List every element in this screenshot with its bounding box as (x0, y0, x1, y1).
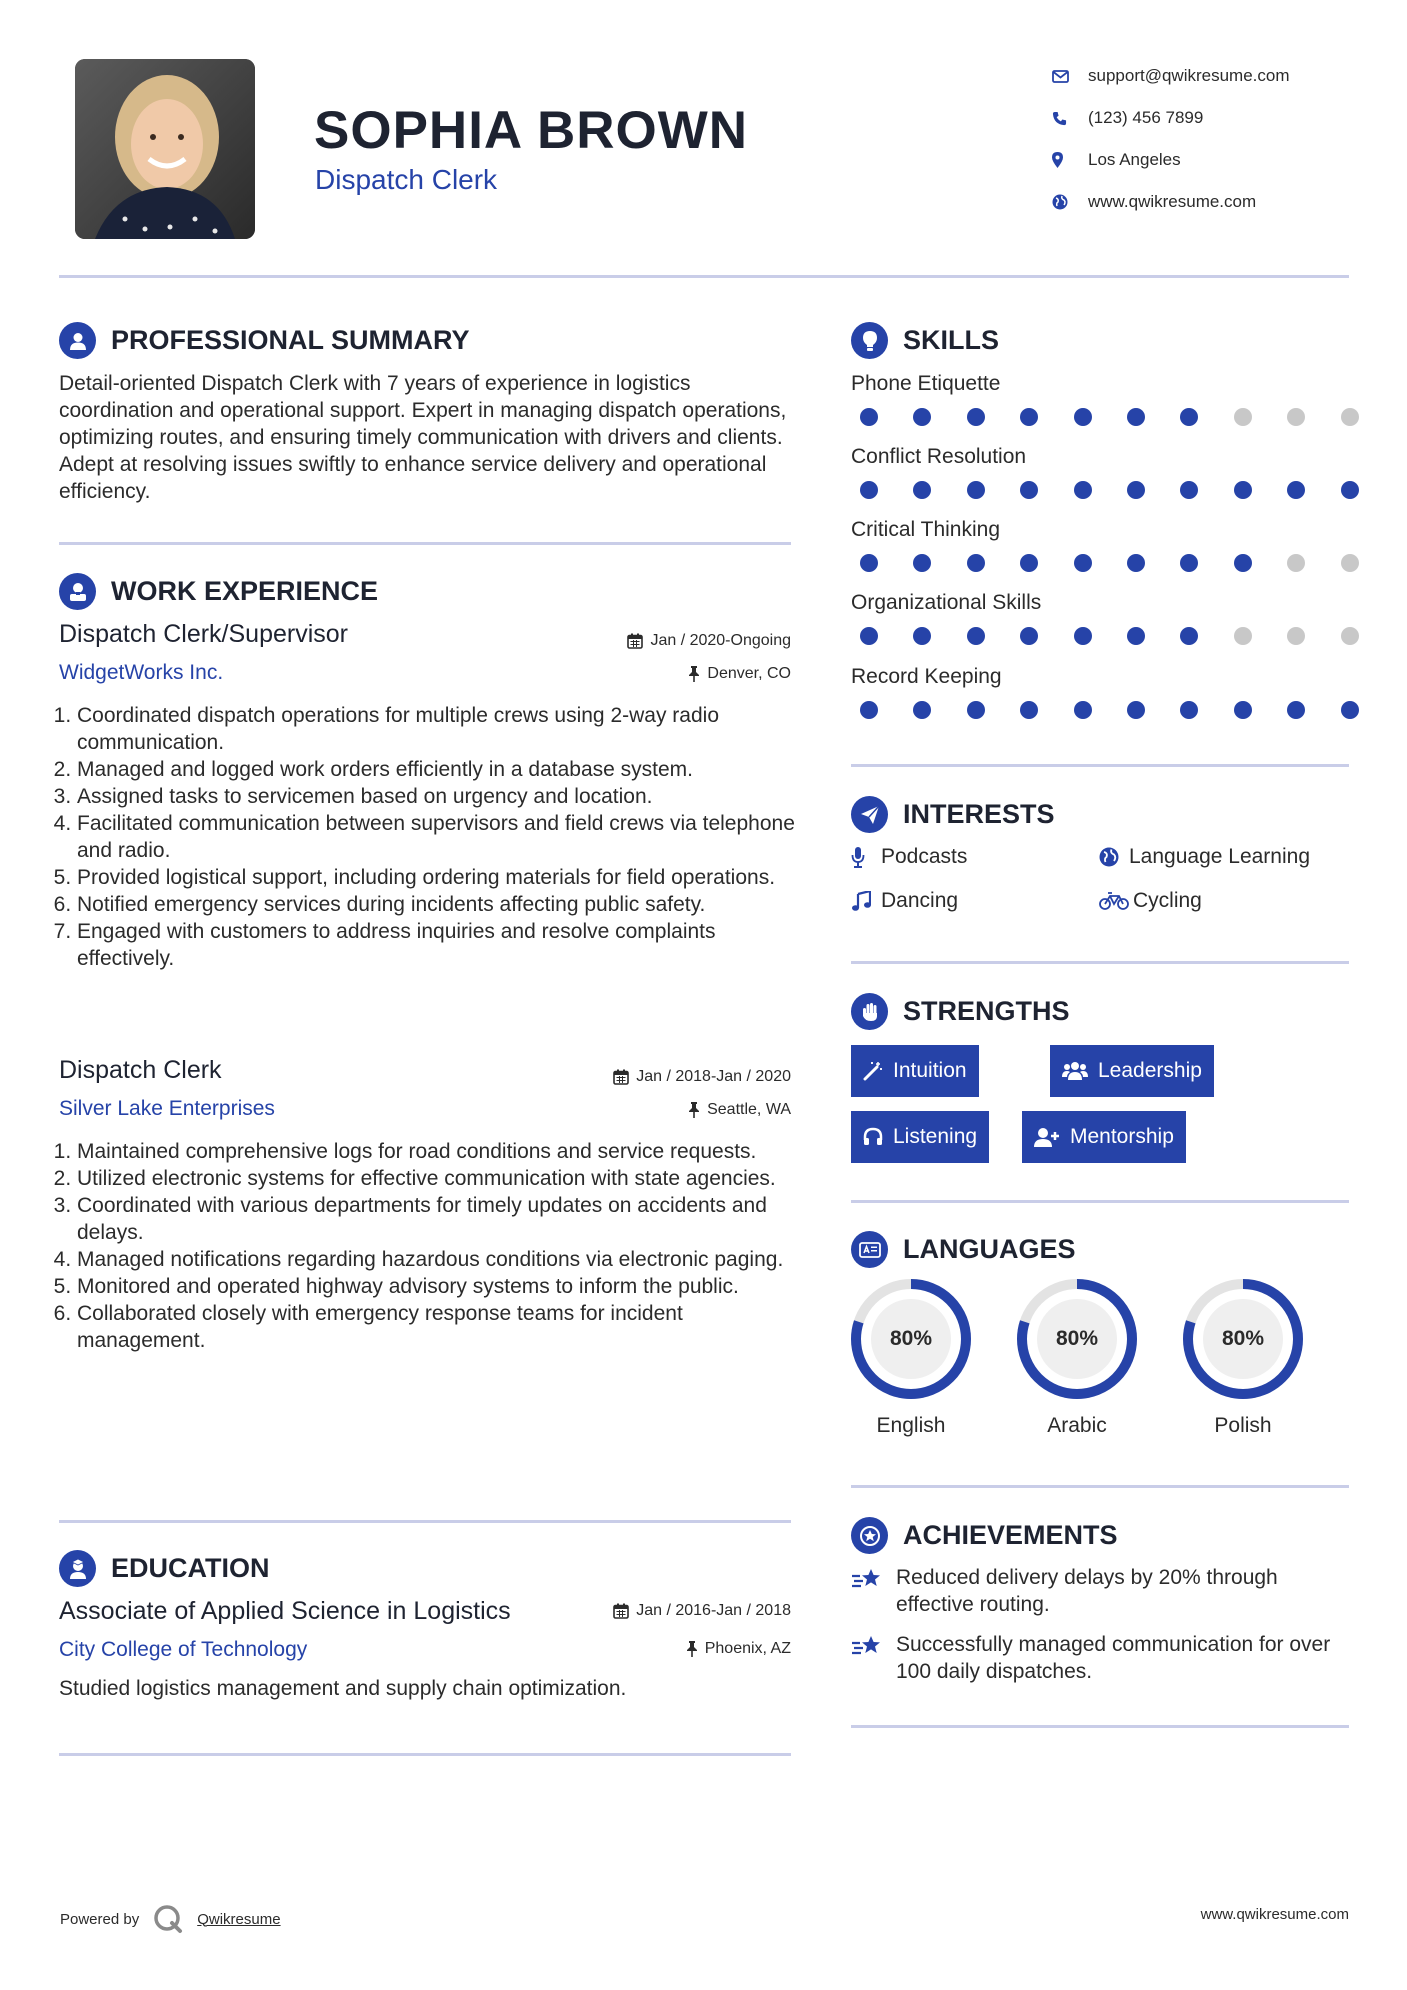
briefcase-user-icon (59, 573, 96, 610)
job-location: Seattle, WA (688, 1101, 791, 1119)
globe-icon (1099, 847, 1129, 867)
list-item: 3. Coordinated with various departments for timely updates on accidents and delays. (77, 1192, 799, 1246)
skill-dot (1127, 554, 1145, 572)
skill-dot (1127, 627, 1145, 645)
candidate-name: SOPHIA BROWN (314, 101, 749, 160)
skill-dot (913, 408, 931, 426)
skill-rating (860, 408, 1360, 428)
achievements-heading: ACHIEVEMENTS (851, 1517, 1118, 1554)
headphones-icon (863, 1127, 883, 1147)
language-name: Polish (1214, 1414, 1272, 1437)
strengths-heading: STRENGTHS (851, 993, 1070, 1030)
job-duties (59, 702, 799, 972)
achievements-divider (851, 1725, 1349, 1728)
skill-dot (1074, 481, 1092, 499)
map-marker-icon (1052, 152, 1088, 168)
calendar-icon (613, 1069, 629, 1085)
skills-heading: SKILLS (851, 322, 999, 359)
education-heading: EDUCATION (59, 1550, 270, 1587)
skill-rating (860, 554, 1360, 574)
footer-powered-by: Powered by Qwikresume (60, 1904, 281, 1934)
education-description: Studied logistics management and supply chain optimization. (59, 1677, 627, 1700)
skill-dot (1074, 408, 1092, 426)
calendar-icon (613, 1603, 629, 1619)
skill-dot (1234, 408, 1252, 426)
education-location: Phoenix, AZ (686, 1640, 791, 1658)
job-dates: Jan / 2018-Jan / 2020 (613, 1068, 791, 1086)
skill-dot (913, 554, 931, 572)
job-duties (59, 1138, 799, 1354)
star-badge-icon (851, 1517, 888, 1554)
education-dates: Jan / 2016-Jan / 2018 (613, 1602, 791, 1620)
language-percent: 80% (1055, 1327, 1099, 1350)
skill-dot (1020, 627, 1038, 645)
users-icon (1062, 1061, 1088, 1081)
job-company: Silver Lake Enterprises (59, 1097, 275, 1120)
achievement-item: Reduced delivery delays by 20% through effective routing. (851, 1564, 1351, 1618)
skill-name: Conflict Resolution (851, 445, 1027, 468)
achievement-item: Successfully managed communication for over 100 daily dispatches. (851, 1631, 1351, 1685)
interests-divider (851, 961, 1349, 964)
skill-dot (860, 701, 878, 719)
strength-chip: Listening (851, 1111, 989, 1163)
skill-dot (1234, 554, 1252, 572)
languages-heading: LANGUAGES (851, 1231, 1076, 1268)
skill-dot (967, 554, 985, 572)
language-percent: 80% (1221, 1327, 1265, 1350)
skill-dot (1020, 554, 1038, 572)
music-note-icon (851, 891, 881, 911)
skill-dot (1287, 481, 1305, 499)
skill-dot (1074, 627, 1092, 645)
pushpin-icon (686, 1641, 698, 1657)
job-location: Denver, CO (688, 665, 791, 683)
user-icon (59, 322, 96, 359)
list-item: 1. Coordinated dispatch operations for multiple crews using 2-way radio communication. (77, 702, 799, 756)
education-school: City College of Technology (59, 1638, 308, 1661)
envelope-icon (1052, 70, 1088, 83)
skill-dot (1287, 627, 1305, 645)
skill-dot (1341, 627, 1359, 645)
skill-name: Record Keeping (851, 665, 1002, 688)
summary-divider (59, 542, 791, 545)
skill-dot (860, 481, 878, 499)
skill-dot (1341, 408, 1359, 426)
strengths-divider (851, 1200, 1349, 1203)
language-ring (1181, 1277, 1305, 1401)
skill-dot (1180, 554, 1198, 572)
interest-item: Podcasts (851, 845, 967, 869)
contact-phone[interactable]: (123) 456 7899 (1052, 97, 1352, 139)
skill-dot (1234, 701, 1252, 719)
skill-dot (1287, 408, 1305, 426)
contact-list (1052, 55, 1352, 223)
magic-wand-icon (863, 1061, 883, 1081)
contact-website[interactable]: www.qwikresume.com (1052, 181, 1352, 223)
skill-dot (1234, 627, 1252, 645)
skill-dot (1020, 701, 1038, 719)
list-item: 4. Managed notifications regarding hazardous conditions via electronic paging. (77, 1246, 799, 1273)
job-title: Dispatch Clerk/Supervisor (59, 620, 348, 648)
language-icon (851, 1231, 888, 1268)
list-item: 2. Managed and logged work orders efficiently in a database system. (77, 756, 799, 783)
job-dates: Jan / 2020-Ongoing (627, 632, 791, 650)
language-percent: 80% (889, 1327, 933, 1350)
skill-dot (1074, 701, 1092, 719)
profile-photo (75, 59, 255, 239)
job-company: WidgetWorks Inc. (59, 661, 224, 684)
skill-rating (860, 701, 1360, 721)
qwikresume-logo-icon (153, 1904, 183, 1934)
paper-plane-icon (851, 796, 888, 833)
skill-dot (967, 701, 985, 719)
skill-dot (913, 701, 931, 719)
skill-dot (1180, 408, 1198, 426)
skill-dot (1127, 408, 1145, 426)
shooting-star-icon (851, 1631, 896, 1685)
interest-item: Cycling (1099, 889, 1202, 913)
skill-dot (1127, 481, 1145, 499)
strength-chip: Mentorship (1022, 1111, 1186, 1163)
contact-location: Los Angeles (1052, 139, 1352, 181)
skill-dot (1180, 481, 1198, 499)
skill-dot (967, 408, 985, 426)
skill-dot (913, 627, 931, 645)
calendar-icon (627, 633, 643, 649)
skill-dot (1127, 701, 1145, 719)
skill-dot (1074, 554, 1092, 572)
skill-name: Organizational Skills (851, 591, 1042, 614)
languages-divider (851, 1485, 1349, 1488)
experience-heading: WORK EXPERIENCE (59, 573, 378, 610)
shooting-star-icon (851, 1564, 896, 1618)
strength-chip: Leadership (1050, 1045, 1214, 1097)
language-name: English (876, 1414, 946, 1437)
skills-divider (851, 764, 1349, 767)
lightbulb-icon (851, 322, 888, 359)
skill-dot (1180, 627, 1198, 645)
skill-dot (967, 627, 985, 645)
skill-dot (860, 554, 878, 572)
language-ring (849, 1277, 973, 1401)
contact-email[interactable]: support@qwikresume.com (1052, 55, 1352, 97)
strength-chip: Intuition (851, 1045, 979, 1097)
skill-name: Phone Etiquette (851, 372, 1001, 395)
footer-website[interactable]: www.qwikresume.com (1200, 1906, 1349, 1923)
list-item: 7. Engaged with customers to address inquiries and resolve complaints effectively. (77, 918, 799, 972)
qwikresume-link[interactable]: Qwikresume (197, 1910, 281, 1928)
skill-rating (860, 481, 1360, 501)
education-divider (59, 1753, 791, 1756)
skill-dot (1020, 408, 1038, 426)
skill-dot (1287, 554, 1305, 572)
education-degree: Associate of Applied Science in Logistics (59, 1597, 511, 1625)
pushpin-icon (688, 666, 700, 682)
summary-heading: PROFESSIONAL SUMMARY (59, 322, 470, 359)
list-item: 2. Utilized electronic systems for effective communication with state agencies. (77, 1165, 799, 1192)
list-item: 5. Monitored and operated highway advisory systems to inform the public. (77, 1273, 799, 1300)
interest-item: Language Learning (1099, 845, 1310, 869)
skill-rating (860, 627, 1360, 647)
skill-dot (860, 627, 878, 645)
skill-dot (967, 481, 985, 499)
skill-dot (1341, 701, 1359, 719)
skill-dot (1180, 701, 1198, 719)
skill-dot (913, 481, 931, 499)
list-item: 6. Collaborated closely with emergency response teams for incident management. (77, 1300, 799, 1354)
header-divider (59, 275, 1349, 278)
interest-item: Dancing (851, 889, 958, 913)
list-item: 5. Provided logistical support, including ordering materials for field operations. (77, 864, 799, 891)
user-plus-icon (1034, 1127, 1060, 1147)
graduate-icon (59, 1550, 96, 1587)
interests-heading: INTERESTS (851, 796, 1055, 833)
language-name: Arabic (1047, 1414, 1107, 1437)
phone-icon (1052, 111, 1088, 126)
microphone-icon (851, 847, 881, 868)
list-item: 4. Facilitated communication between supervisors and field crews via telephone and radio. (77, 810, 799, 864)
globe-icon (1052, 194, 1088, 210)
skill-dot (1341, 481, 1359, 499)
list-item: 6. Notified emergency services during incidents affecting public safety. (77, 891, 799, 918)
skill-dot (1020, 481, 1038, 499)
bicycle-icon (1099, 892, 1133, 910)
candidate-title: Dispatch Clerk (315, 164, 498, 195)
pushpin-icon (688, 1102, 700, 1118)
experience-divider (59, 1520, 791, 1523)
job-title: Dispatch Clerk (59, 1056, 222, 1084)
hand-icon (851, 993, 888, 1030)
list-item: 1. Maintained comprehensive logs for road conditions and service requests. (77, 1138, 799, 1165)
skill-name: Critical Thinking (851, 518, 1000, 541)
summary-text: Detail-oriented Dispatch Clerk with 7 years of experience in logistics coordination and operational support. Expert in managing dispatch operations, optimizing routes, and ensuring timely communication with drivers and clients. Adept at resolving issues swiftly to enhance service delivery and operational efficiency. (59, 372, 787, 503)
list-item: 3. Assigned tasks to servicemen based on urgency and location. (77, 783, 799, 810)
skill-dot (1341, 554, 1359, 572)
language-ring (1015, 1277, 1139, 1401)
skill-dot (1234, 481, 1252, 499)
skill-dot (1287, 701, 1305, 719)
skill-dot (860, 408, 878, 426)
